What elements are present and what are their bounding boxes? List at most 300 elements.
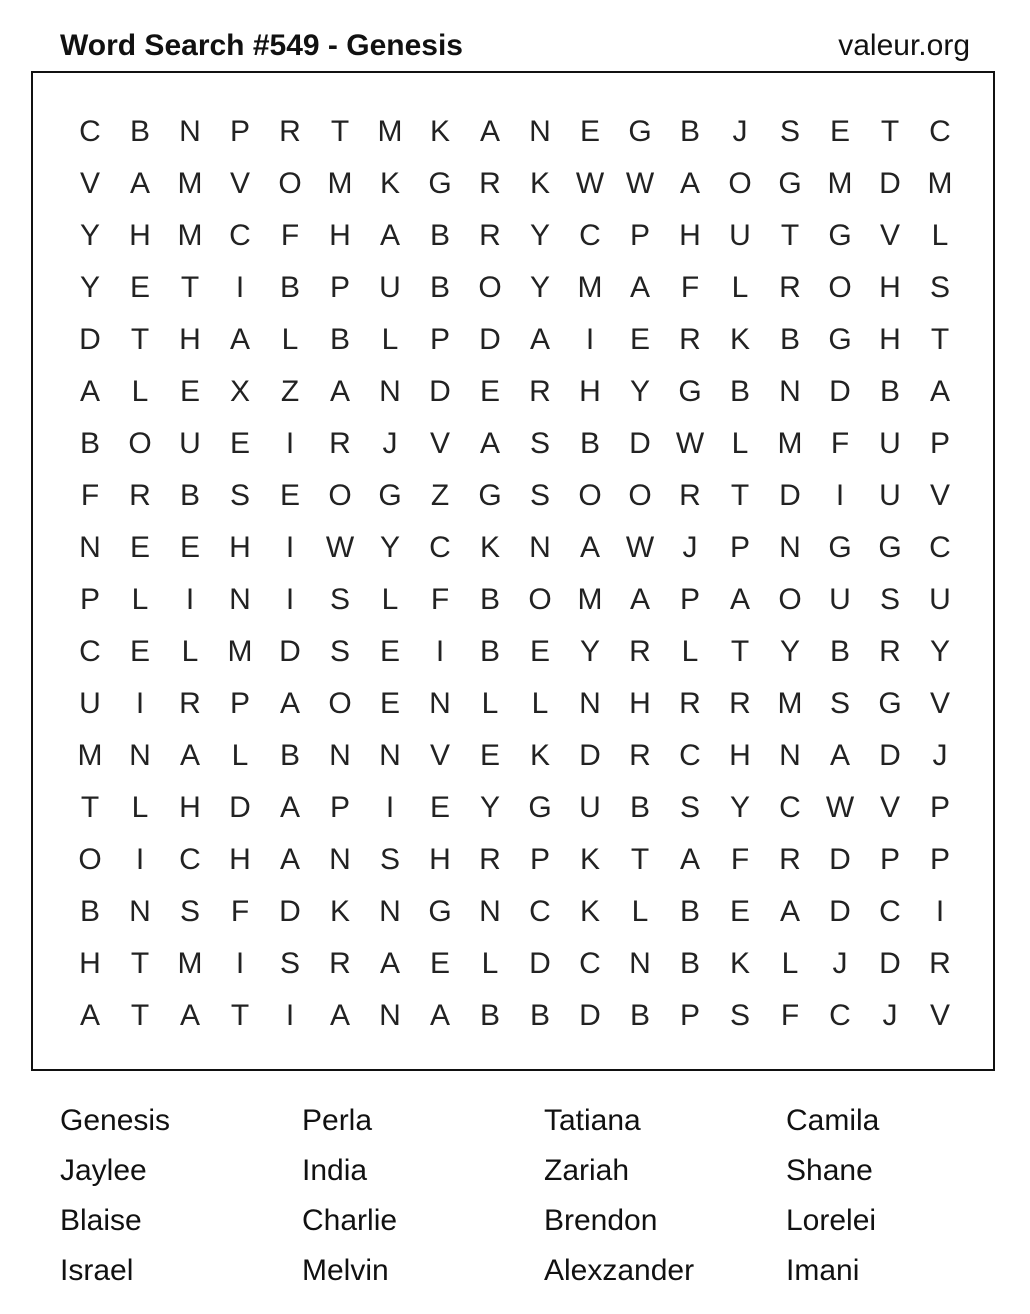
grid-letter[interactable]: G [428,895,452,928]
grid-letter[interactable]: S [729,999,750,1032]
grid-letter[interactable]: D [879,947,901,980]
grid-letter[interactable]: P [329,791,350,824]
grid-letter[interactable]: H [79,947,101,980]
grid-letter[interactable]: A [279,843,300,876]
grid-letter[interactable]: S [529,479,550,512]
grid-letter[interactable]: B [779,323,800,356]
grid-letter[interactable]: D [779,479,801,512]
grid-letter[interactable]: Z [430,479,450,512]
grid-letter[interactable]: D [79,323,101,356]
grid-letter[interactable]: L [481,687,499,720]
grid-letter[interactable]: T [880,115,900,148]
grid-letter[interactable]: L [181,635,199,668]
grid-letter[interactable]: I [135,687,145,720]
grid-letter[interactable]: C [429,531,451,564]
grid-letter[interactable]: O [578,479,602,512]
grid-letter[interactable]: D [829,843,851,876]
grid-letter[interactable]: N [779,739,801,772]
grid-letter[interactable]: J [682,531,698,564]
grid-letter[interactable]: K [529,739,550,772]
grid-letter[interactable]: T [330,115,350,148]
grid-letter[interactable]: E [729,895,750,928]
grid-letter[interactable]: U [879,479,901,512]
grid-letter[interactable]: N [529,115,551,148]
grid-letter[interactable]: E [229,427,250,460]
grid-letter[interactable]: K [479,531,500,564]
grid-letter[interactable]: O [728,167,752,200]
grid-letter[interactable]: E [529,635,550,668]
grid-letter[interactable]: B [629,999,650,1032]
grid-letter[interactable]: O [128,427,152,460]
grid-letter[interactable]: Y [479,791,500,824]
grid-letter[interactable]: S [879,583,900,616]
grid-letter[interactable]: R [279,115,301,148]
grid-letter[interactable]: L [731,271,749,304]
grid-letter[interactable]: B [629,791,650,824]
grid-letter[interactable]: D [429,375,451,408]
grid-letter[interactable]: S [179,895,200,928]
grid-letter[interactable]: L [381,323,399,356]
grid-letter[interactable]: F [230,895,250,928]
grid-letter[interactable]: L [631,895,649,928]
grid-letter[interactable]: C [179,843,201,876]
grid-letter[interactable]: N [379,375,401,408]
grid-letter[interactable]: I [935,895,945,928]
grid-letter[interactable]: N [329,843,351,876]
grid-letter[interactable]: M [927,167,953,200]
grid-letter[interactable]: B [279,271,300,304]
grid-letter[interactable]: A [529,323,550,356]
grid-letter[interactable]: O [328,479,352,512]
grid-letter[interactable]: R [479,219,501,252]
grid-letter[interactable]: L [281,323,299,356]
grid-letter[interactable]: G [828,219,852,252]
grid-letter[interactable]: K [579,895,600,928]
grid-letter[interactable]: H [629,687,651,720]
grid-letter[interactable]: D [829,895,851,928]
grid-letter[interactable]: T [630,843,650,876]
grid-letter[interactable]: C [929,115,951,148]
grid-letter[interactable]: E [479,739,500,772]
grid-letter[interactable]: G [478,479,502,512]
grid-letter[interactable]: M [227,635,253,668]
grid-letter[interactable]: A [679,167,700,200]
grid-letter[interactable]: B [279,739,300,772]
grid-letter[interactable]: N [379,739,401,772]
grid-letter[interactable]: B [429,219,450,252]
grid-letter[interactable]: M [577,583,603,616]
grid-letter[interactable]: H [579,375,601,408]
grid-letter[interactable]: E [479,375,500,408]
grid-letter[interactable]: S [229,479,250,512]
grid-letter[interactable]: R [629,739,651,772]
grid-letter[interactable]: P [929,843,950,876]
grid-letter[interactable]: N [479,895,501,928]
grid-letter[interactable]: N [229,583,251,616]
grid-letter[interactable]: V [879,791,900,824]
grid-letter[interactable]: R [179,687,201,720]
grid-letter[interactable]: N [379,895,401,928]
grid-letter[interactable]: B [129,115,150,148]
grid-letter[interactable]: Z [280,375,300,408]
grid-letter[interactable]: K [729,947,750,980]
grid-letter[interactable]: W [325,531,355,564]
grid-letter[interactable]: B [329,323,350,356]
grid-letter[interactable]: C [529,895,551,928]
grid-letter[interactable]: I [285,531,295,564]
grid-letter[interactable]: L [731,427,749,460]
grid-letter[interactable]: Y [79,219,100,252]
grid-letter[interactable]: L [231,739,249,772]
grid-letter[interactable]: B [579,427,600,460]
grid-letter[interactable]: M [777,427,803,460]
grid-letter[interactable]: S [679,791,700,824]
grid-letter[interactable]: E [579,115,600,148]
grid-letter[interactable]: D [879,167,901,200]
grid-letter[interactable]: R [679,687,701,720]
grid-letter[interactable]: A [379,947,400,980]
grid-letter[interactable]: P [879,843,900,876]
grid-letter[interactable]: J [732,115,748,148]
grid-letter[interactable]: I [835,479,845,512]
grid-letter[interactable]: O [78,843,102,876]
grid-letter[interactable]: B [879,375,900,408]
grid-letter[interactable]: R [479,167,501,200]
grid-letter[interactable]: E [129,635,150,668]
grid-letter[interactable]: P [229,115,250,148]
grid-letter[interactable]: A [479,427,500,460]
grid-letter[interactable]: W [825,791,855,824]
grid-letter[interactable]: W [625,167,655,200]
grid-letter[interactable]: P [429,323,450,356]
grid-letter[interactable]: K [429,115,450,148]
grid-letter[interactable]: N [429,687,451,720]
grid-letter[interactable]: T [130,323,150,356]
grid-letter[interactable]: G [778,167,802,200]
grid-letter[interactable]: L [481,947,499,980]
grid-letter[interactable]: H [879,323,901,356]
grid-letter[interactable]: R [879,635,901,668]
grid-letter[interactable]: K [379,167,400,200]
grid-letter[interactable]: A [779,895,800,928]
grid-letter[interactable]: I [285,427,295,460]
grid-letter[interactable]: P [329,271,350,304]
grid-letter[interactable]: C [929,531,951,564]
grid-letter[interactable]: I [285,583,295,616]
grid-letter[interactable]: R [529,375,551,408]
grid-letter[interactable]: N [579,687,601,720]
grid-letter[interactable]: W [675,427,705,460]
grid-letter[interactable]: C [829,999,851,1032]
grid-letter[interactable]: V [929,999,950,1032]
grid-letter[interactable]: U [829,583,851,616]
grid-letter[interactable]: V [79,167,100,200]
grid-letter[interactable]: B [79,427,100,460]
grid-letter[interactable]: S [779,115,800,148]
grid-letter[interactable]: A [179,739,200,772]
grid-letter[interactable]: S [379,843,400,876]
grid-letter[interactable]: A [679,843,700,876]
grid-letter[interactable]: S [329,635,350,668]
grid-letter[interactable]: N [179,115,201,148]
grid-letter[interactable]: A [629,271,650,304]
grid-letter[interactable]: L [931,219,949,252]
grid-letter[interactable]: H [229,843,251,876]
grid-letter[interactable]: B [479,583,500,616]
grid-letter[interactable]: W [575,167,605,200]
grid-letter[interactable]: F [430,583,450,616]
grid-letter[interactable]: O [778,583,802,616]
grid-letter[interactable]: A [429,999,450,1032]
grid-letter[interactable]: J [882,999,898,1032]
grid-letter[interactable]: D [629,427,651,460]
grid-letter[interactable]: O [278,167,302,200]
grid-letter[interactable]: U [929,583,951,616]
grid-letter[interactable]: G [828,531,852,564]
grid-letter[interactable]: L [681,635,699,668]
grid-letter[interactable]: H [329,219,351,252]
grid-letter[interactable]: E [279,479,300,512]
grid-letter[interactable]: Y [729,791,750,824]
grid-letter[interactable]: P [229,687,250,720]
grid-letter[interactable]: N [129,739,151,772]
grid-letter[interactable]: H [179,791,201,824]
grid-letter[interactable]: H [429,843,451,876]
grid-letter[interactable]: A [479,115,500,148]
grid-letter[interactable]: I [185,583,195,616]
grid-letter[interactable]: D [229,791,251,824]
grid-letter[interactable]: P [529,843,550,876]
grid-letter[interactable]: C [579,947,601,980]
grid-letter[interactable]: G [678,375,702,408]
grid-letter[interactable]: F [730,843,750,876]
grid-letter[interactable]: I [585,323,595,356]
grid-letter[interactable]: H [879,271,901,304]
grid-letter[interactable]: N [329,739,351,772]
grid-letter[interactable]: L [131,583,149,616]
grid-letter[interactable]: S [929,271,950,304]
grid-letter[interactable]: E [179,531,200,564]
grid-letter[interactable]: T [130,999,150,1032]
grid-letter[interactable]: O [528,583,552,616]
grid-letter[interactable]: E [179,375,200,408]
grid-letter[interactable]: H [229,531,251,564]
grid-letter[interactable]: A [629,583,650,616]
grid-letter[interactable]: A [179,999,200,1032]
grid-letter[interactable]: B [179,479,200,512]
grid-letter[interactable]: F [680,271,700,304]
grid-letter[interactable]: S [329,583,350,616]
grid-letter[interactable]: D [829,375,851,408]
grid-letter[interactable]: A [229,323,250,356]
grid-letter[interactable]: H [729,739,751,772]
grid-letter[interactable]: E [129,271,150,304]
grid-letter[interactable]: B [79,895,100,928]
grid-letter[interactable]: O [328,687,352,720]
grid-letter[interactable]: A [129,167,150,200]
grid-letter[interactable]: G [828,323,852,356]
grid-letter[interactable]: V [429,739,450,772]
grid-letter[interactable]: G [378,479,402,512]
grid-letter[interactable]: R [729,687,751,720]
grid-letter[interactable]: W [625,531,655,564]
grid-letter[interactable]: G [528,791,552,824]
grid-letter[interactable]: U [179,427,201,460]
grid-letter[interactable]: P [729,531,750,564]
grid-letter[interactable]: A [829,739,850,772]
grid-letter[interactable]: D [279,895,301,928]
grid-letter[interactable]: R [779,843,801,876]
grid-letter[interactable]: I [135,843,145,876]
grid-letter[interactable]: M [377,115,403,148]
grid-letter[interactable]: A [329,999,350,1032]
grid-letter[interactable]: B [829,635,850,668]
grid-letter[interactable]: M [177,947,203,980]
grid-letter[interactable]: T [930,323,950,356]
grid-letter[interactable]: R [929,947,951,980]
grid-letter[interactable]: A [729,583,750,616]
grid-letter[interactable]: J [932,739,948,772]
grid-letter[interactable]: M [327,167,353,200]
grid-letter[interactable]: D [579,999,601,1032]
grid-letter[interactable]: V [429,427,450,460]
grid-letter[interactable]: G [628,115,652,148]
grid-letter[interactable]: A [379,219,400,252]
grid-letter[interactable]: Y [379,531,400,564]
grid-letter[interactable]: O [478,271,502,304]
grid-letter[interactable]: Y [529,219,550,252]
grid-letter[interactable]: N [629,947,651,980]
grid-letter[interactable]: P [929,791,950,824]
grid-letter[interactable]: L [531,687,549,720]
grid-letter[interactable]: S [529,427,550,460]
grid-letter[interactable]: A [79,375,100,408]
grid-letter[interactable]: P [929,427,950,460]
grid-letter[interactable]: C [879,895,901,928]
grid-letter[interactable]: I [235,947,245,980]
grid-letter[interactable]: Y [929,635,950,668]
grid-letter[interactable]: B [479,635,500,668]
grid-letter[interactable]: T [180,271,200,304]
grid-letter[interactable]: I [235,271,245,304]
grid-letter[interactable]: R [129,479,151,512]
grid-letter[interactable]: P [679,999,700,1032]
grid-letter[interactable]: A [279,791,300,824]
grid-letter[interactable]: E [629,323,650,356]
grid-letter[interactable]: B [679,947,700,980]
grid-letter[interactable]: M [177,219,203,252]
grid-letter[interactable]: T [780,219,800,252]
grid-letter[interactable]: N [379,999,401,1032]
grid-letter[interactable]: E [129,531,150,564]
grid-letter[interactable]: P [679,583,700,616]
grid-letter[interactable]: E [429,947,450,980]
grid-letter[interactable]: J [832,947,848,980]
grid-letter[interactable]: Y [529,271,550,304]
grid-letter[interactable]: A [79,999,100,1032]
grid-letter[interactable]: T [130,947,150,980]
grid-letter[interactable]: G [428,167,452,200]
grid-letter[interactable]: P [79,583,100,616]
grid-letter[interactable]: L [381,583,399,616]
grid-letter[interactable]: O [828,271,852,304]
grid-letter[interactable]: C [79,115,101,148]
grid-letter[interactable]: B [429,271,450,304]
grid-letter[interactable]: R [779,271,801,304]
grid-letter[interactable]: T [230,999,250,1032]
grid-letter[interactable]: M [777,687,803,720]
grid-letter[interactable]: C [579,219,601,252]
grid-letter[interactable]: H [179,323,201,356]
grid-letter[interactable]: U [879,427,901,460]
grid-letter[interactable]: V [929,687,950,720]
grid-letter[interactable]: A [279,687,300,720]
grid-letter[interactable]: M [827,167,853,200]
grid-letter[interactable]: F [80,479,100,512]
grid-letter[interactable]: A [329,375,350,408]
grid-letter[interactable]: D [879,739,901,772]
grid-letter[interactable]: F [280,219,300,252]
grid-letter[interactable]: M [177,167,203,200]
grid-letter[interactable]: U [379,271,401,304]
grid-letter[interactable]: X [229,375,250,408]
grid-letter[interactable]: A [579,531,600,564]
grid-letter[interactable]: S [279,947,300,980]
grid-letter[interactable]: B [679,895,700,928]
grid-letter[interactable]: Y [779,635,800,668]
grid-letter[interactable]: G [878,687,902,720]
grid-letter[interactable]: I [285,999,295,1032]
grid-letter[interactable]: R [629,635,651,668]
grid-letter[interactable]: N [529,531,551,564]
grid-letter[interactable]: E [429,791,450,824]
grid-letter[interactable]: L [131,791,149,824]
grid-letter[interactable]: N [779,375,801,408]
grid-letter[interactable]: R [679,479,701,512]
grid-letter[interactable]: N [79,531,101,564]
grid-letter[interactable]: L [131,375,149,408]
grid-letter[interactable]: T [80,791,100,824]
grid-letter[interactable]: V [229,167,250,200]
grid-letter[interactable]: R [329,947,351,980]
grid-letter[interactable]: T [730,635,750,668]
grid-letter[interactable]: E [379,687,400,720]
grid-letter[interactable]: U [79,687,101,720]
grid-letter[interactable]: Y [629,375,650,408]
grid-letter[interactable]: R [329,427,351,460]
grid-letter[interactable]: K [729,323,750,356]
grid-letter[interactable]: K [329,895,350,928]
grid-letter[interactable]: S [829,687,850,720]
grid-letter[interactable]: I [385,791,395,824]
grid-letter[interactable]: V [929,479,950,512]
grid-letter[interactable]: M [77,739,103,772]
grid-letter[interactable]: H [679,219,701,252]
grid-letter[interactable]: R [479,843,501,876]
grid-letter[interactable]: I [435,635,445,668]
grid-letter[interactable]: B [529,999,550,1032]
grid-letter[interactable]: N [779,531,801,564]
grid-letter[interactable]: B [479,999,500,1032]
grid-letter[interactable]: N [129,895,151,928]
grid-letter[interactable]: E [379,635,400,668]
grid-letter[interactable]: M [577,271,603,304]
grid-letter[interactable]: C [679,739,701,772]
grid-letter[interactable]: A [929,375,950,408]
grid-letter[interactable]: D [479,323,501,356]
grid-letter[interactable]: U [729,219,751,252]
grid-letter[interactable]: B [729,375,750,408]
